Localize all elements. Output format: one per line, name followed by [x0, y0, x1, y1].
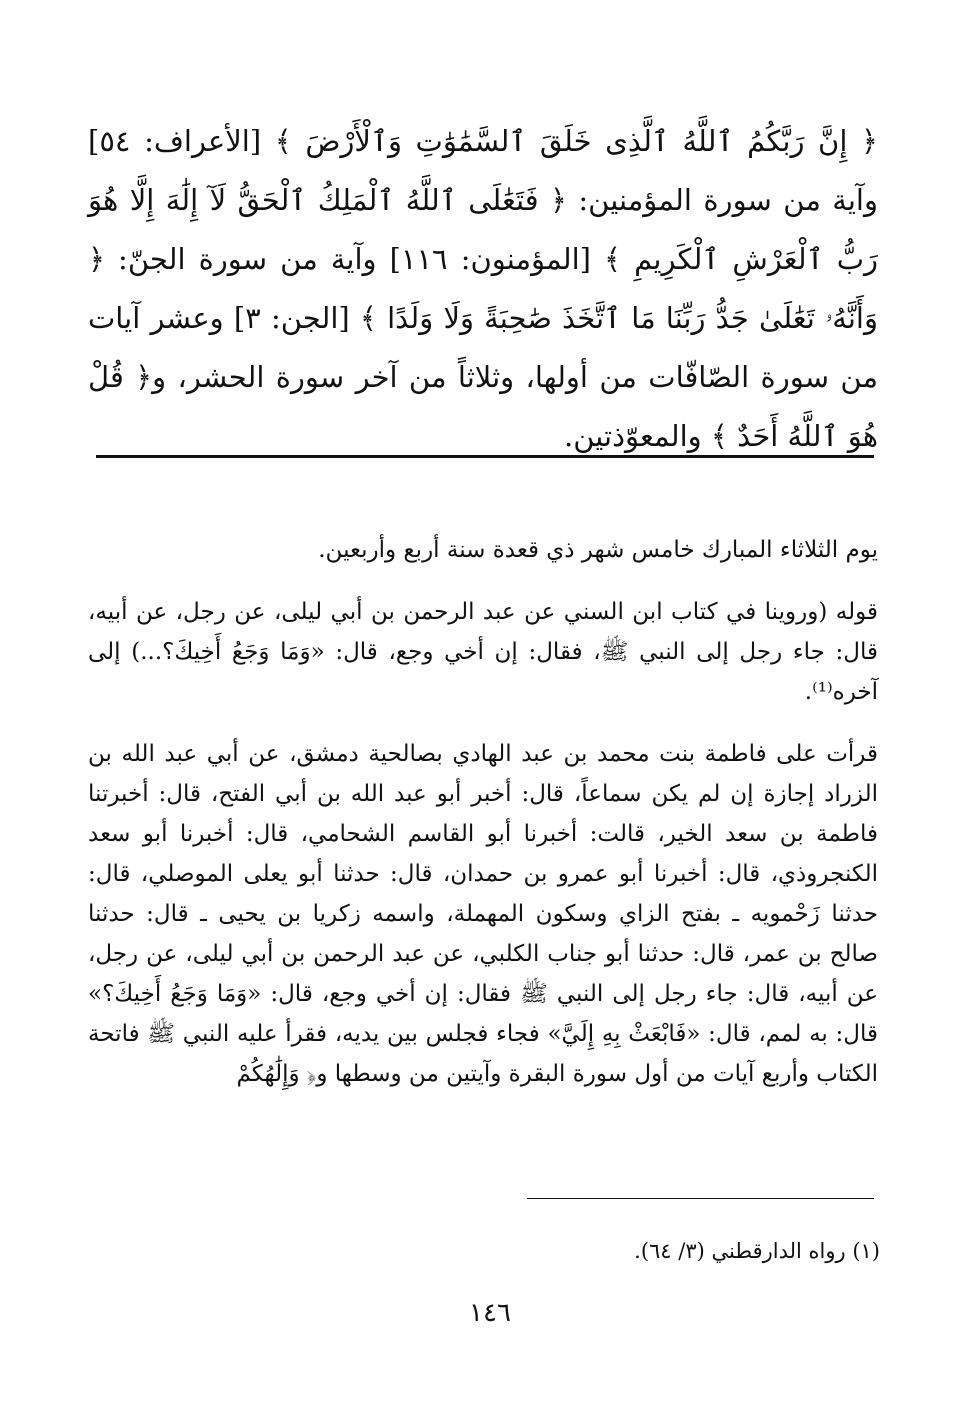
page-number: ١٤٦: [469, 1298, 511, 1328]
date-line: يوم الثلاثاء المبارك خامس شهر ذي قعدة سنة أربع وأربعين.: [318, 537, 878, 563]
top-passage-text: ﴿ إِنَّ رَبَّكُمُ ٱللَّهُ ٱلَّذِى خَلَقَ ٱلسَّمَٰوَٰتِ وَٱلْأَرْضَ ﴾ [الأعراف: ٥٤] وآية من سورة المؤمنين: ﴿ فَتَعَٰلَى ٱللَّهُ ٱلْمَلِكُ ٱلْحَقُّ لَآ إِلَٰهَ إِلَّا هُوَ رَبُّ ٱلْعَرْشِ ٱلْكَرِيمِ ﴾ [المؤمنون: ١١٦] وآية من سورة الجنّ: ﴿ وَأَنَّهُۥ تَعَٰلَىٰ جَدُّ رَبِّنَا مَا ٱتَّخَذَ صَٰحِبَةً وَلَا وَلَدًا ﴾ [الجن: ٣] وعشر آيات من سورة الصّافّات من أولها، وثلاثاً من آخر سورة الحشر، و﴿ قُلْ هُوَ ٱللَّهُ أَحَدٌ ﴾ والمعوّذتين.: [88, 124, 878, 453]
section-divider: [96, 455, 874, 458]
main-text-block: [88, 530, 878, 1094]
paragraph-quote: قوله (وروينا في كتاب ابن السني عن عبد الرحمن بن أبي ليلى، عن رجل، عن أبيه، قال: جاء رجل إلى النبي ﷺ، فقال: إن أخي وجع، قال: «وَمَا وَجَعُ أَخِيكَ؟...) إلى آخره⁽¹⁾.: [88, 599, 878, 705]
paragraph-isnad: قرأت على فاطمة بنت محمد بن عبد الهادي بصالحية دمشق، عن أبي عبد الله بن الزراد إجازة إن لم يكن سماعاً، قال: أخبر أبو عبد الله بن أبي الفتح، قال: أخبرتنا فاطمة بن سعد الخير، قالت: أخبرنا أبو القاسم الشحامي، قال: أخبرنا أبو سعد الكنجروذي، قال: أخبرنا أبو عمرو بن حمدان، قال: حدثنا أبو يعلى الموصلي، قال: حدثنا زَحْمويه ـ بفتح الزاي وسكون المهملة، واسمه زكريا بن يحيى ـ قال: حدثنا صالح بن عمر، قال: حدثنا أبو جناب الكلبي، عن عبد الرحمن بن أبي ليلى، عن رجل، عن أبيه، قال: جاء رجل إلى النبي ﷺ فقال: إن أخي وجع، قال: «وَمَا وَجَعُ أَخِيكَ؟» قال: به لمم، قال: «فَابْعَثْ بِهِ إِلَيَّ» فجاء فجلس بين يديه، فقرأ عليه النبي ﷺ فاتحة الكتاب وأربع آيات من أول سورة البقرة وآيتين من وسطها و﴿ وَإِلَٰهُكُمْ: [88, 741, 878, 1087]
footnote-rule: [527, 1198, 874, 1199]
top-passage-block: [88, 112, 878, 466]
footnote: (١) رواه الدارقطني (٣/ ٦٤).: [634, 1239, 880, 1263]
